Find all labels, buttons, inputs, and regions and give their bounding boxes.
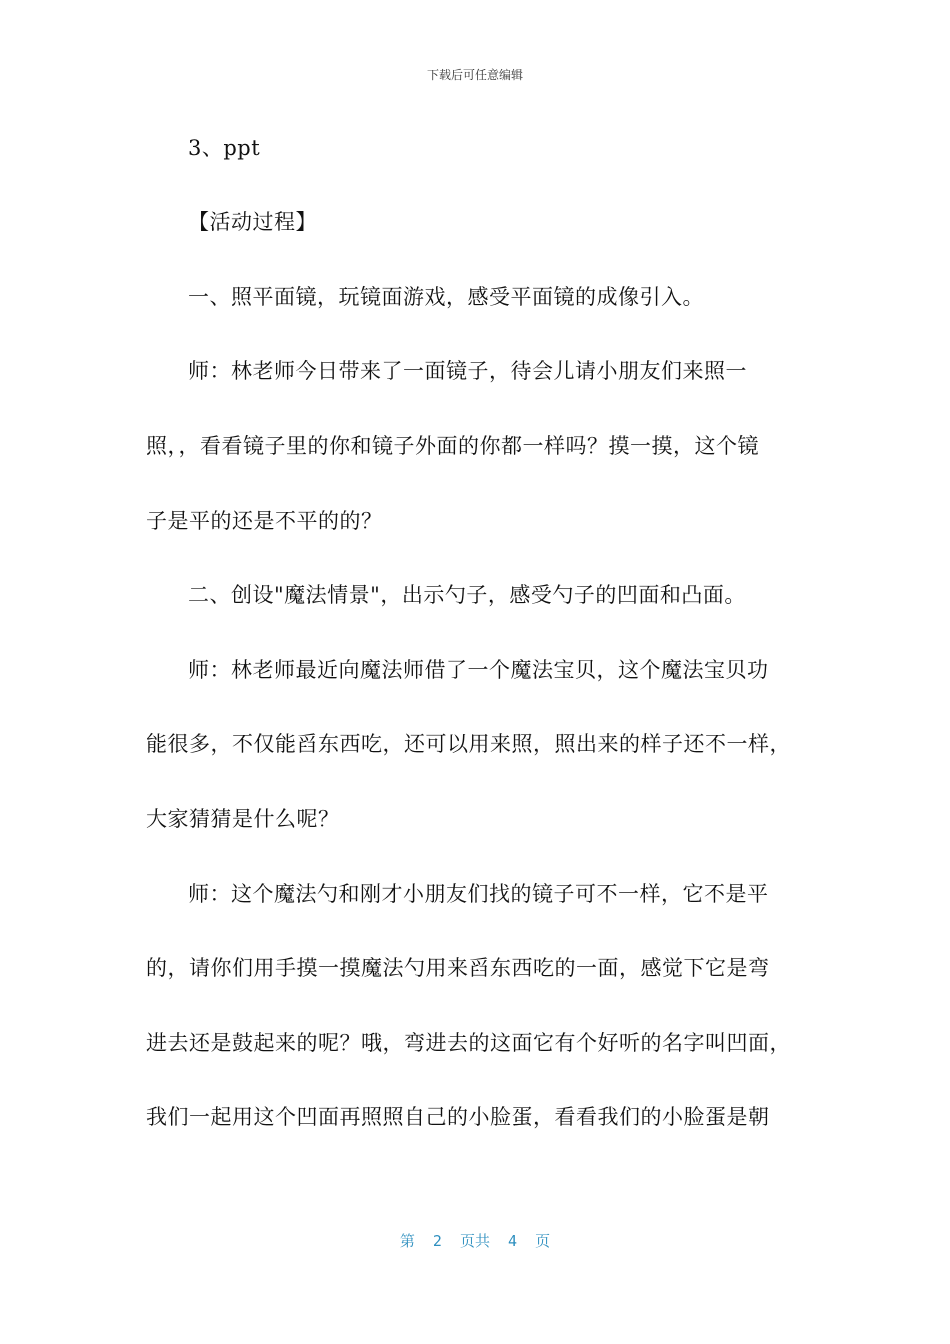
section-heading-activity-process: 【活动过程】 xyxy=(188,210,317,234)
paragraph-line: 师：这个魔法勺和刚才小朋友们找的镜子可不一样，它不是平 xyxy=(188,882,769,906)
paragraph-line: 我们一起用这个凹面再照照自己的小脸蛋，看看我们的小脸蛋是朝 xyxy=(146,1105,770,1129)
paragraph-line: 师：林老师最近向魔法师借了一个魔法宝贝，这个魔法宝贝功 xyxy=(188,658,769,682)
page-header: 下载后可任意编辑 xyxy=(426,68,523,82)
page-number-footer: 第 2 页共 4 页 xyxy=(399,1232,551,1250)
paragraph-line: 能很多，不仅能舀东西吃，还可以用来照，照出来的样子还不一样， xyxy=(146,732,791,756)
step-one-heading: 一、照平面镜，玩镜面游戏，感受平面镜的成像引入。 xyxy=(188,285,704,309)
paragraph-line: 进去还是鼓起来的呢？哦，弯进去的这面它有个好听的名字叫凹面， xyxy=(146,1031,791,1055)
list-item-ppt: 3、ppt xyxy=(188,136,261,160)
step-two-heading: 二、创设"魔法情景"，出示勺子，感受勺子的凹面和凸面。 xyxy=(188,583,746,607)
paragraph-line: 照，，看看镜子里的你和镜子外面的你都一样吗？摸一摸，这个镜 xyxy=(146,434,759,458)
paragraph-line: 子是平的还是不平的的？ xyxy=(146,509,383,533)
paragraph-line: 大家猜猜是什么呢？ xyxy=(146,807,340,831)
paragraph-line: 的，请你们用手摸一摸魔法勺用来舀东西吃的一面，感觉下它是弯 xyxy=(146,956,770,980)
paragraph-line: 师：林老师今日带来了一面镜子，待会儿请小朋友们来照一 xyxy=(188,359,747,383)
